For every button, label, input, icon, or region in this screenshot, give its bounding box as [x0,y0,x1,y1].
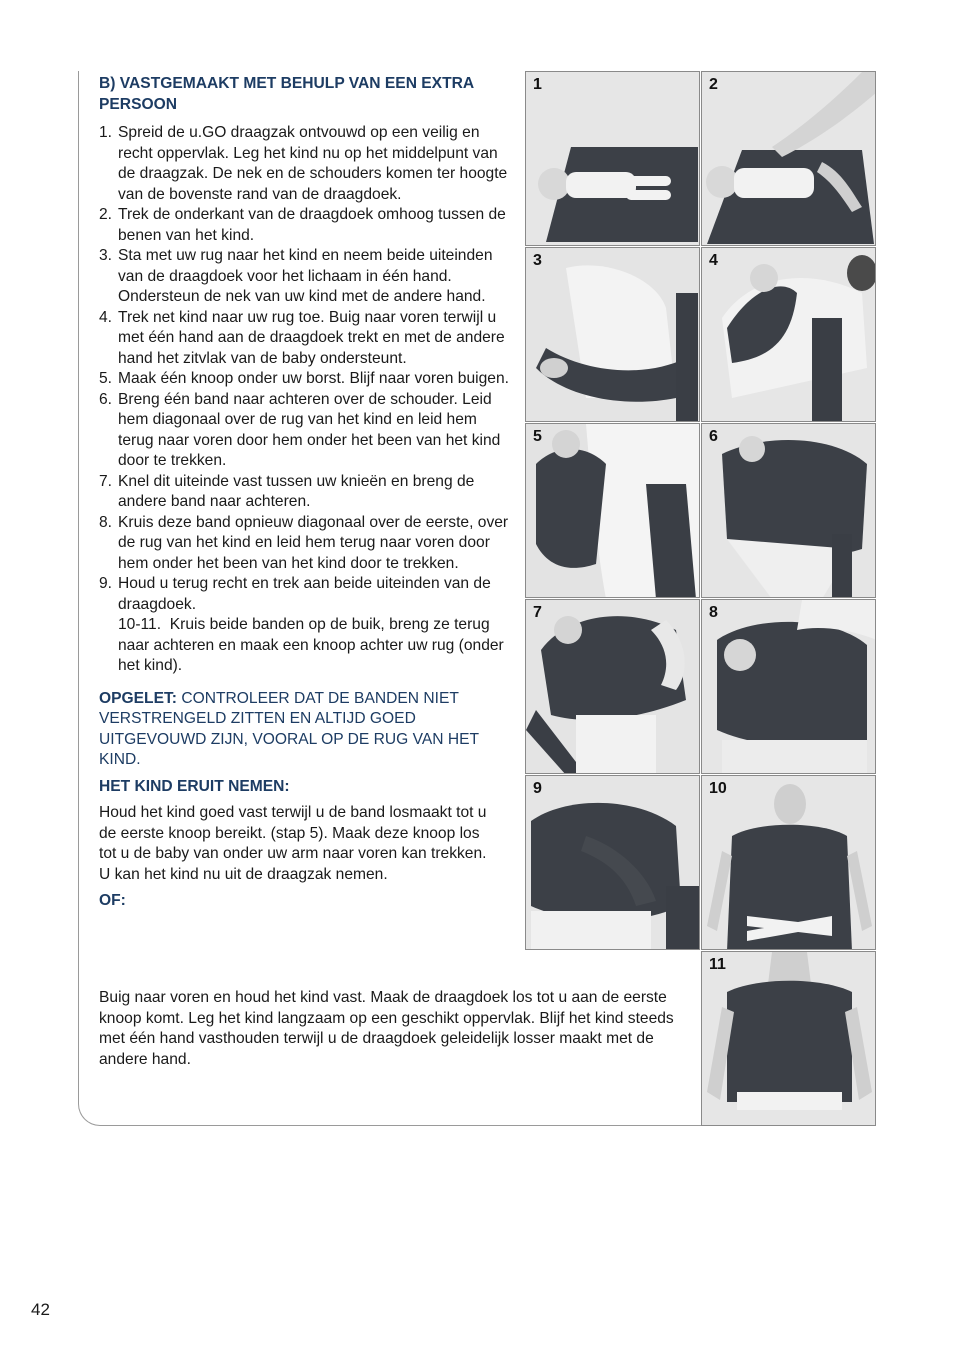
step-number: 4. [99,308,113,326]
photo-label: 1 [533,76,542,93]
photo-step-5 [525,423,700,598]
or-heading: OF: [99,892,126,909]
step-text: Houd u terug recht en trek aan beide uiteinden van de draagdoek. [118,575,491,613]
photo-label: 7 [533,604,542,621]
photo-illustration [702,776,876,950]
step-item [99,205,509,246]
photo-label: 11 [709,956,726,973]
photo-grid [525,71,877,1126]
step-text: Knel dit uiteinde vast tussen uw knieën en breng de andere band naar achteren. [118,472,475,510]
step-item [99,472,509,513]
remove-text: Houd het kind goed vast terwijl u de band losmaakt tot u de eerste knoop bereikt. (stap 5). Maak deze knoop los tot u de baby van onder uw arm naar voren kan trekken. U kan het kind nu uit de draagzak nemen. [99,804,487,883]
step-text: Trek de onderkant van de draagdoek omhoog tussen de benen van het kind. [118,206,506,244]
step-item [99,513,509,575]
photo-label: 8 [709,604,718,621]
photo-illustration [702,952,876,1126]
photo-illustration [702,248,876,422]
photo-step-6 [701,423,876,598]
step-number: 8. [99,513,113,531]
page-number: 42 [31,1300,50,1319]
photo-step-11 [701,951,876,1126]
step-item [99,390,509,472]
step-item [99,246,509,308]
photo-step-2 [701,71,876,246]
photo-illustration [702,600,876,774]
photo-label: 4 [709,252,718,269]
caution-label: OPGELET: [99,689,177,707]
step-number: 2. [99,206,113,223]
photo-step-10 [701,775,876,950]
or-text: Buig naar voren en houd het kind vast. Maak de draagdoek los tot u aan de eerste knoop komt. Leg het kind langzaam op een geschikt oppervlak. Blijf het kind steeds met één hand vasthouden terwijl u de draagdoek geleidelijk losser maakt met de andere hand. [99,989,674,1068]
step-item [99,308,509,370]
photo-label: 2 [709,76,718,93]
step-item [99,615,509,677]
photo-step-7 [525,599,700,774]
remove-heading: HET KIND ERUIT NEMEN: [99,777,290,795]
photo-illustration [702,424,876,598]
photo-label: 10 [709,780,727,797]
step-text: Trek net kind naar uw rug toe. Buig naar voren terwijl u met één hand aan de draagdoek trekt en met de andere hand het zitvlak van de baby ondersteunt. [118,308,505,367]
steps-list [99,123,509,677]
photo-step-1 [525,71,700,246]
photo-illustration [526,424,700,598]
step-number: 7. [99,472,113,490]
caution-text: CONTROLEER DAT DE BANDEN NIET VERSTRENGELD ZITTEN EN ALTIJD GOED UITGEVOUWD ZIJN, VOORAL OP DE RUG VAN HET KIND. [99,689,479,768]
photo-illustration [526,248,700,422]
step-text: Kruis deze band opnieuw diagonaal over de eerste, over de rug van het kind en leid hem terug naar voren door hem onder het been van het kind door te trekken. [118,513,509,572]
photo-label: 5 [533,428,542,445]
step-number: 1. [99,124,113,141]
caution-note [99,689,509,771]
photo-illustration [526,72,700,246]
step-number: 5. [99,370,113,387]
photo-step-4 [701,247,876,422]
step-number: 9. [99,575,113,592]
step-number: 3. [99,247,113,264]
photo-step-8 [701,599,876,774]
step-item [99,123,509,205]
section-title: B) VASTGEMAAKT MET BEHULP VAN EEN EXTRA PERSOON [99,75,474,113]
step-text: Maak één knoop onder uw borst. Blijf naar voren buigen. [118,370,509,387]
step-text: Spreid de u.GO draagzak ontvouwd op een veilig en recht oppervlak. Leg het kind nu op het middelpunt van de draagzak. De nek en de schouders komen ter hoogte van de bovenste rand van de draagdoek. [118,124,508,203]
step-text: Breng één band naar achteren over de schouder. Leid hem diagonaal over de rug van het kind en leid hem terug naar voren door hem onder het been van het kind door te trekken. [118,390,501,469]
step-text: Kruis beide banden op de buik, breng ze terug naar achteren en maak een knoop achter uw rug (onder het kind). [118,616,504,674]
photo-step-3 [525,247,700,422]
photo-label: 6 [709,428,718,445]
step-number: 6. [99,390,113,408]
step-item [99,574,509,615]
step-text: Sta met uw rug naar het kind en neem beide uiteinden van de draagdoek voor het lichaam in één hand. Ondersteun de nek van uw kind met de andere hand. [118,247,493,305]
photo-illustration [526,600,700,774]
photo-label: 9 [533,780,542,797]
instructions-column [99,74,509,912]
photo-illustration [526,776,700,950]
step-number: 10-11. [118,616,162,633]
photo-step-9 [525,775,700,950]
photo-illustration [702,72,876,246]
photo-label: 3 [533,252,542,269]
step-item [99,369,509,390]
